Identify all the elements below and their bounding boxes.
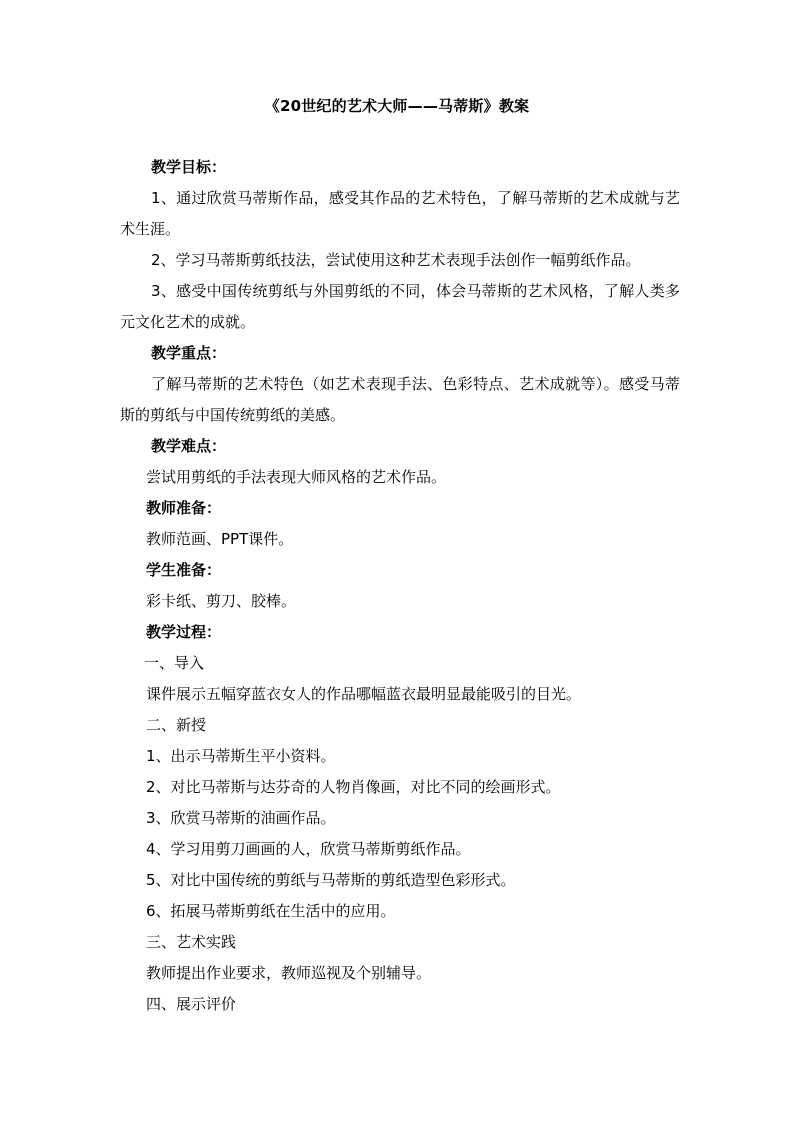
key-points-heading: 教学重点： (151, 344, 227, 362)
teacher-prep-heading: 教师准备： (146, 499, 222, 517)
section-new-item: 3、欣赏马蒂斯的油画作品。 (146, 809, 336, 827)
teacher-prep-text: 教师范画、PPT课件。 (146, 530, 294, 548)
difficulty-text: 尝试用剪纸的手法表现大师风格的艺术作品。 (146, 468, 447, 486)
section-evaluation-title: 四、展示评价 (146, 995, 237, 1013)
section-intro-title: 一、导入 (144, 654, 205, 672)
goal-item: 3、感受中国传统剪纸与外国剪纸的不同，体会马蒂斯的艺术风格，了解人类多元文化艺术的成就。 (120, 282, 680, 331)
section-new-item: 4、学习用剪刀画画的人，欣赏马蒂斯剪纸作品。 (146, 840, 471, 858)
section-new-item: 6、拓展马蒂斯剪纸在生活中的应用。 (146, 902, 396, 920)
student-prep-text: 彩卡纸、剪刀、胶棒。 (146, 592, 297, 610)
goals-heading: 教学目标： (151, 158, 227, 176)
process-heading: 教学过程： (146, 623, 222, 641)
section-new-title: 二、新授 (146, 716, 207, 734)
key-points-text: 了解马蒂斯的艺术特色（如艺术表现手法、色彩特点、艺术成就等）。感受马蒂斯的剪纸与中国传统剪纸的美感。 (120, 375, 680, 424)
section-new-item: 5、对比中国传统的剪纸与马蒂斯的剪纸造型色彩形式。 (146, 871, 516, 889)
document-body (120, 152, 680, 1020)
goal-item: 2、学习马蒂斯剪纸技法，尝试使用这种艺术表现手法创作一幅剪纸作品。 (151, 251, 641, 269)
section-new-item: 1、出示马蒂斯生平小资料。 (146, 747, 336, 765)
document-title: 《20世纪的艺术大师——马蒂斯》教案 (264, 97, 530, 115)
difficulty-heading: 教学难点： (151, 437, 227, 455)
section-practice-title: 三、艺术实践 (146, 933, 237, 951)
student-prep-heading: 学生准备： (146, 561, 222, 579)
section-practice-text: 教师提出作业要求，教师巡视及个别辅导。 (146, 964, 432, 982)
section-intro-text: 课件展示五幅穿蓝衣女人的作品哪幅蓝衣最明显最能吸引的目光。 (146, 685, 582, 703)
goal-item: 1、通过欣赏马蒂斯作品，感受其作品的艺术特色，了解马蒂斯的艺术成就与艺术生涯。 (120, 189, 680, 238)
section-new-item: 2、对比马蒂斯与达芬奇的人物肖像画，对比不同的绘画形式。 (146, 778, 561, 796)
